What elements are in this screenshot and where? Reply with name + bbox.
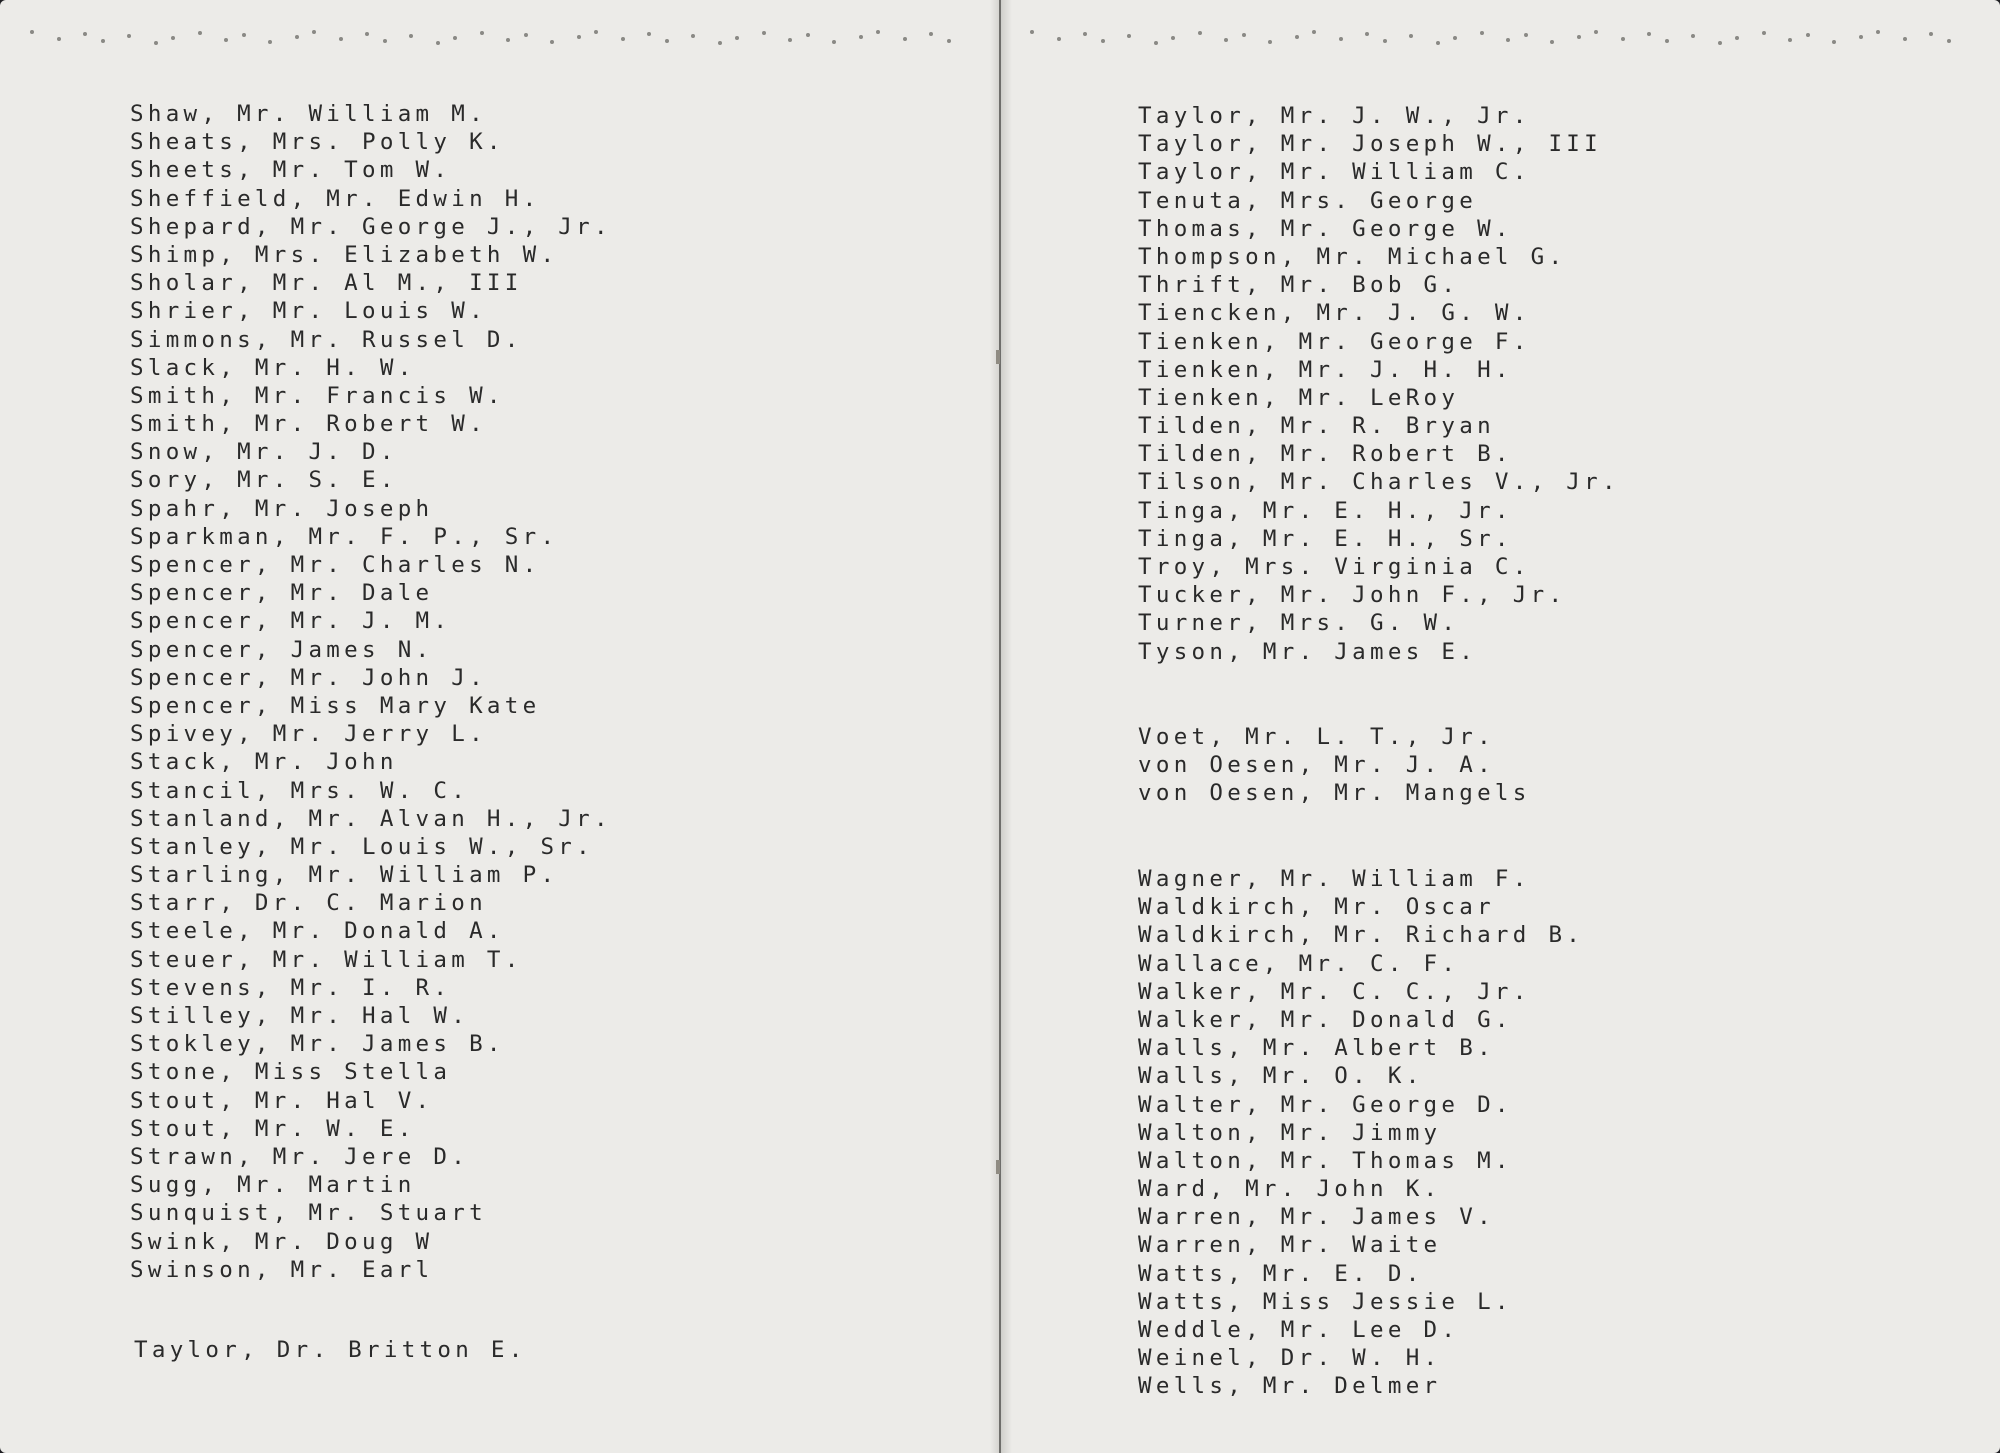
perforation-dot: [550, 40, 554, 44]
list-item: Stilley, Mr. Hal W.: [130, 1003, 470, 1029]
perforation-dot: [453, 36, 457, 40]
list-item: Voet, Mr. L. T., Jr.: [1138, 724, 1495, 750]
perforation-dot: [268, 40, 272, 44]
perforation-dot: [577, 35, 581, 39]
perforation-dot: [665, 39, 669, 43]
list-item: Spahr, Mr. Joseph: [130, 495, 434, 522]
perforation-dot: [198, 31, 202, 35]
perforation-dot: [1295, 35, 1299, 39]
perforation-dot: [621, 37, 625, 41]
perforation-dot: [876, 30, 880, 34]
list-item: Steuer, Mr. William T.: [130, 946, 523, 973]
perforation-dot: [1154, 41, 1158, 45]
list-item: Taylor, Mr. William C.: [1138, 159, 1531, 186]
perforation-dot: [171, 36, 175, 40]
list-item: Swink, Mr. Doug W: [130, 1228, 434, 1255]
list-item: Watts, Mr. E. D.: [1138, 1260, 1424, 1287]
perforation-dot: [1647, 32, 1651, 36]
list-item: Spencer, Mr. Charles N.: [130, 552, 541, 578]
list-item: Ward, Mr. John K.: [1138, 1176, 1442, 1203]
perforation-dot: [1268, 40, 1272, 44]
list-item: Sheets, Mr. Tom W.: [130, 157, 452, 184]
list-item: Starling, Mr. William P.: [130, 862, 559, 889]
perforation-dot: [1312, 30, 1316, 34]
list-item: Tenuta, Mrs. George: [1138, 187, 1478, 214]
perforation-dot: [127, 34, 131, 38]
list-item: Warren, Mr. James V.: [1138, 1204, 1495, 1231]
name-list-t-left: [134, 1336, 527, 1364]
perforation-dot: [762, 31, 766, 35]
list-item: Tienken, Mr. LeRoy: [1138, 384, 1460, 411]
list-item: Sheffield, Mr. Edwin H.: [130, 185, 541, 212]
perforation-dot: [594, 30, 598, 34]
list-item: Walton, Mr. Thomas M.: [1138, 1147, 1513, 1174]
list-item: Sheats, Mrs. Polly K.: [130, 129, 505, 156]
list-item: Stout, Mr. Hal V.: [130, 1087, 434, 1114]
perforation-dot: [788, 38, 792, 42]
list-item: Sugg, Mr. Martin: [130, 1172, 416, 1199]
binding-stitch: [996, 350, 1000, 364]
perforation-dot: [242, 33, 246, 37]
list-item: Stevens, Mr. I. R.: [130, 974, 452, 1001]
perforation-dot: [735, 36, 739, 40]
perforation-dot: [1859, 35, 1863, 39]
list-item: von Oesen, Mr. J. A.: [1138, 752, 1495, 779]
list-item: Stokley, Mr. James B.: [130, 1031, 505, 1058]
list-item: Taylor, Mr. J. W., Jr.: [1138, 103, 1531, 129]
perforation-dot: [1198, 31, 1202, 35]
name-list-s: [130, 100, 612, 1284]
list-item: Starr, Dr. C. Marion: [130, 890, 487, 917]
list-item: Tinga, Mr. E. H., Jr.: [1138, 497, 1513, 524]
perforation-dot: [1947, 39, 1951, 43]
list-item: Tilden, Mr. Robert B.: [1138, 441, 1513, 468]
list-item: Watts, Miss Jessie L.: [1138, 1288, 1513, 1315]
perforation-dot: [1806, 33, 1810, 37]
list-item: Tienken, Mr. J. H. H.: [1138, 356, 1513, 383]
perforation-dot: [1735, 36, 1739, 40]
list-item: Walker, Mr. C. C., Jr.: [1138, 978, 1531, 1005]
list-item: Walls, Mr. Albert B.: [1138, 1035, 1495, 1062]
perforation-dot: [1409, 34, 1413, 38]
list-item: Stancil, Mrs. W. C.: [130, 777, 470, 804]
list-item: Tiencken, Mr. J. G. W.: [1138, 300, 1531, 327]
spine-fold: [999, 0, 1001, 1453]
list-item: Walls, Mr. O. K.: [1138, 1063, 1424, 1090]
perforation-dot: [1436, 41, 1440, 45]
perforation-dot: [1524, 33, 1528, 37]
name-list-w: [1138, 865, 1584, 1401]
perforation-dot: [947, 39, 951, 43]
perforation-dot: [1903, 37, 1907, 41]
perforation-dot: [1365, 32, 1369, 36]
list-item: von Oesen, Mr. Mangels: [1138, 780, 1531, 807]
perforation-dot: [480, 31, 484, 35]
list-item: Stanley, Mr. Louis W., Sr.: [130, 833, 594, 860]
list-item: Taylor, Dr. Britton E.: [134, 1337, 527, 1363]
perforation-dot: [1083, 32, 1087, 36]
list-item: Spencer, Mr. Dale: [130, 580, 434, 607]
list-item: Wagner, Mr. William F.: [1138, 866, 1531, 892]
list-item: Thrift, Mr. Bob G.: [1138, 272, 1460, 299]
list-item: Tienken, Mr. George F.: [1138, 328, 1531, 355]
list-item: Spencer, James N.: [130, 636, 434, 663]
perforation-dot: [83, 32, 87, 36]
perforation-dot: [365, 32, 369, 36]
perforation-dot: [1506, 38, 1510, 42]
list-item: Steele, Mr. Donald A.: [130, 918, 505, 945]
list-item: Simmons, Mr. Russel D.: [130, 326, 523, 353]
perforation-dot: [1665, 39, 1669, 43]
page-gutter: [990, 0, 1012, 1453]
perforation-dot: [57, 37, 61, 41]
list-item: Weddle, Mr. Lee D.: [1138, 1317, 1460, 1343]
perforation-dot: [1171, 36, 1175, 40]
list-item: Turner, Mrs. G. W.: [1138, 610, 1460, 637]
list-item: Tinga, Mr. E. H., Sr.: [1138, 525, 1513, 552]
list-item: Spencer, Miss Mary Kate: [130, 692, 541, 719]
list-item: Spencer, Mr. J. M.: [130, 608, 452, 635]
perforation-dot: [154, 41, 158, 45]
perforation-dot: [1101, 39, 1105, 43]
perforation-marks: [30, 30, 970, 50]
list-item: Smith, Mr. Robert W.: [130, 411, 487, 438]
name-list-v: [1138, 723, 1531, 808]
list-item: Sparkman, Mr. F. P., Sr.: [130, 523, 559, 550]
list-item: Spencer, Mr. John J.: [130, 664, 487, 691]
list-item: Tilden, Mr. R. Bryan: [1138, 413, 1495, 440]
perforation-dot: [1030, 30, 1034, 34]
list-item: Shimp, Mrs. Elizabeth W.: [130, 241, 559, 268]
list-item: Waldkirch, Mr. Richard B.: [1138, 922, 1585, 949]
perforation-dot: [506, 38, 510, 42]
list-item: Smith, Mr. Francis W.: [130, 382, 505, 409]
list-item: Weinel, Dr. W. H.: [1138, 1345, 1442, 1372]
perforation-dot: [718, 41, 722, 45]
list-item: Stout, Mr. W. E.: [130, 1115, 416, 1142]
perforation-dot: [1762, 31, 1766, 35]
list-item: Waldkirch, Mr. Oscar: [1138, 894, 1495, 921]
perforation-dot: [224, 38, 228, 42]
list-item: Sholar, Mr. Al M., III: [130, 270, 523, 297]
perforation-dot: [524, 33, 528, 37]
list-item: Stanland, Mr. Alvan H., Jr.: [130, 805, 612, 832]
name-list-t: [1138, 102, 1620, 666]
perforation-dot: [312, 30, 316, 34]
list-item: Sory, Mr. S. E.: [130, 467, 398, 494]
list-item: Thompson, Mr. Michael G.: [1138, 243, 1567, 270]
perforation-dot: [409, 34, 413, 38]
perforation-dot: [1453, 36, 1457, 40]
list-item: Slack, Mr. H. W.: [130, 354, 416, 381]
perforation-dot: [1691, 34, 1695, 38]
perforation-dot: [647, 32, 651, 36]
list-item: Snow, Mr. J. D.: [130, 439, 398, 466]
perforation-dot: [295, 35, 299, 39]
perforation-dot: [1929, 32, 1933, 36]
perforation-dot: [1480, 31, 1484, 35]
perforation-dot: [1788, 38, 1792, 42]
perforation-dot: [339, 37, 343, 41]
perforation-dot: [806, 33, 810, 37]
perforation-marks: [1030, 30, 1970, 50]
list-item: Tyson, Mr. James E.: [1138, 638, 1478, 665]
perforation-dot: [101, 39, 105, 43]
perforation-dot: [383, 39, 387, 43]
perforation-dot: [1127, 34, 1131, 38]
perforation-dot: [1224, 38, 1228, 42]
list-item: Wells, Mr. Delmer: [1138, 1373, 1442, 1400]
list-item: Shaw, Mr. William M.: [130, 101, 487, 127]
perforation-dot: [1594, 30, 1598, 34]
binding-stitch: [996, 1160, 1000, 1174]
perforation-dot: [691, 34, 695, 38]
list-item: Stone, Miss Stella: [130, 1059, 452, 1086]
perforation-dot: [1577, 35, 1581, 39]
perforation-dot: [1718, 41, 1722, 45]
list-item: Shrier, Mr. Louis W.: [130, 298, 487, 325]
list-item: Thomas, Mr. George W.: [1138, 215, 1513, 242]
list-item: Stack, Mr. John: [130, 749, 398, 776]
perforation-dot: [1876, 30, 1880, 34]
list-item: Walton, Mr. Jimmy: [1138, 1119, 1442, 1146]
perforation-dot: [1339, 37, 1343, 41]
right-page: [1000, 0, 2000, 1453]
perforation-dot: [30, 30, 34, 34]
perforation-dot: [1242, 33, 1246, 37]
list-item: Troy, Mrs. Virginia C.: [1138, 554, 1531, 580]
perforation-dot: [929, 32, 933, 36]
perforation-dot: [903, 37, 907, 41]
perforation-dot: [1383, 39, 1387, 43]
perforation-dot: [832, 40, 836, 44]
list-item: Warren, Mr. Waite: [1138, 1232, 1442, 1259]
perforation-dot: [1057, 37, 1061, 41]
perforation-dot: [436, 41, 440, 45]
list-item: Walker, Mr. Donald G.: [1138, 1006, 1513, 1033]
list-item: Shepard, Mr. George J., Jr.: [130, 213, 612, 240]
list-item: Swinson, Mr. Earl: [130, 1256, 434, 1283]
list-item: Walter, Mr. George D.: [1138, 1091, 1513, 1118]
perforation-dot: [1621, 37, 1625, 41]
list-item: Wallace, Mr. C. F.: [1138, 950, 1460, 977]
perforation-dot: [1832, 40, 1836, 44]
list-item: Tucker, Mr. John F., Jr.: [1138, 582, 1567, 609]
list-item: Tilson, Mr. Charles V., Jr.: [1138, 469, 1620, 496]
perforation-dot: [1550, 40, 1554, 44]
list-item: Spivey, Mr. Jerry L.: [130, 721, 487, 748]
perforation-dot: [859, 35, 863, 39]
list-item: Strawn, Mr. Jere D.: [130, 1143, 470, 1170]
list-item: Taylor, Mr. Joseph W., III: [1138, 131, 1602, 158]
list-item: Sunquist, Mr. Stuart: [130, 1200, 487, 1227]
